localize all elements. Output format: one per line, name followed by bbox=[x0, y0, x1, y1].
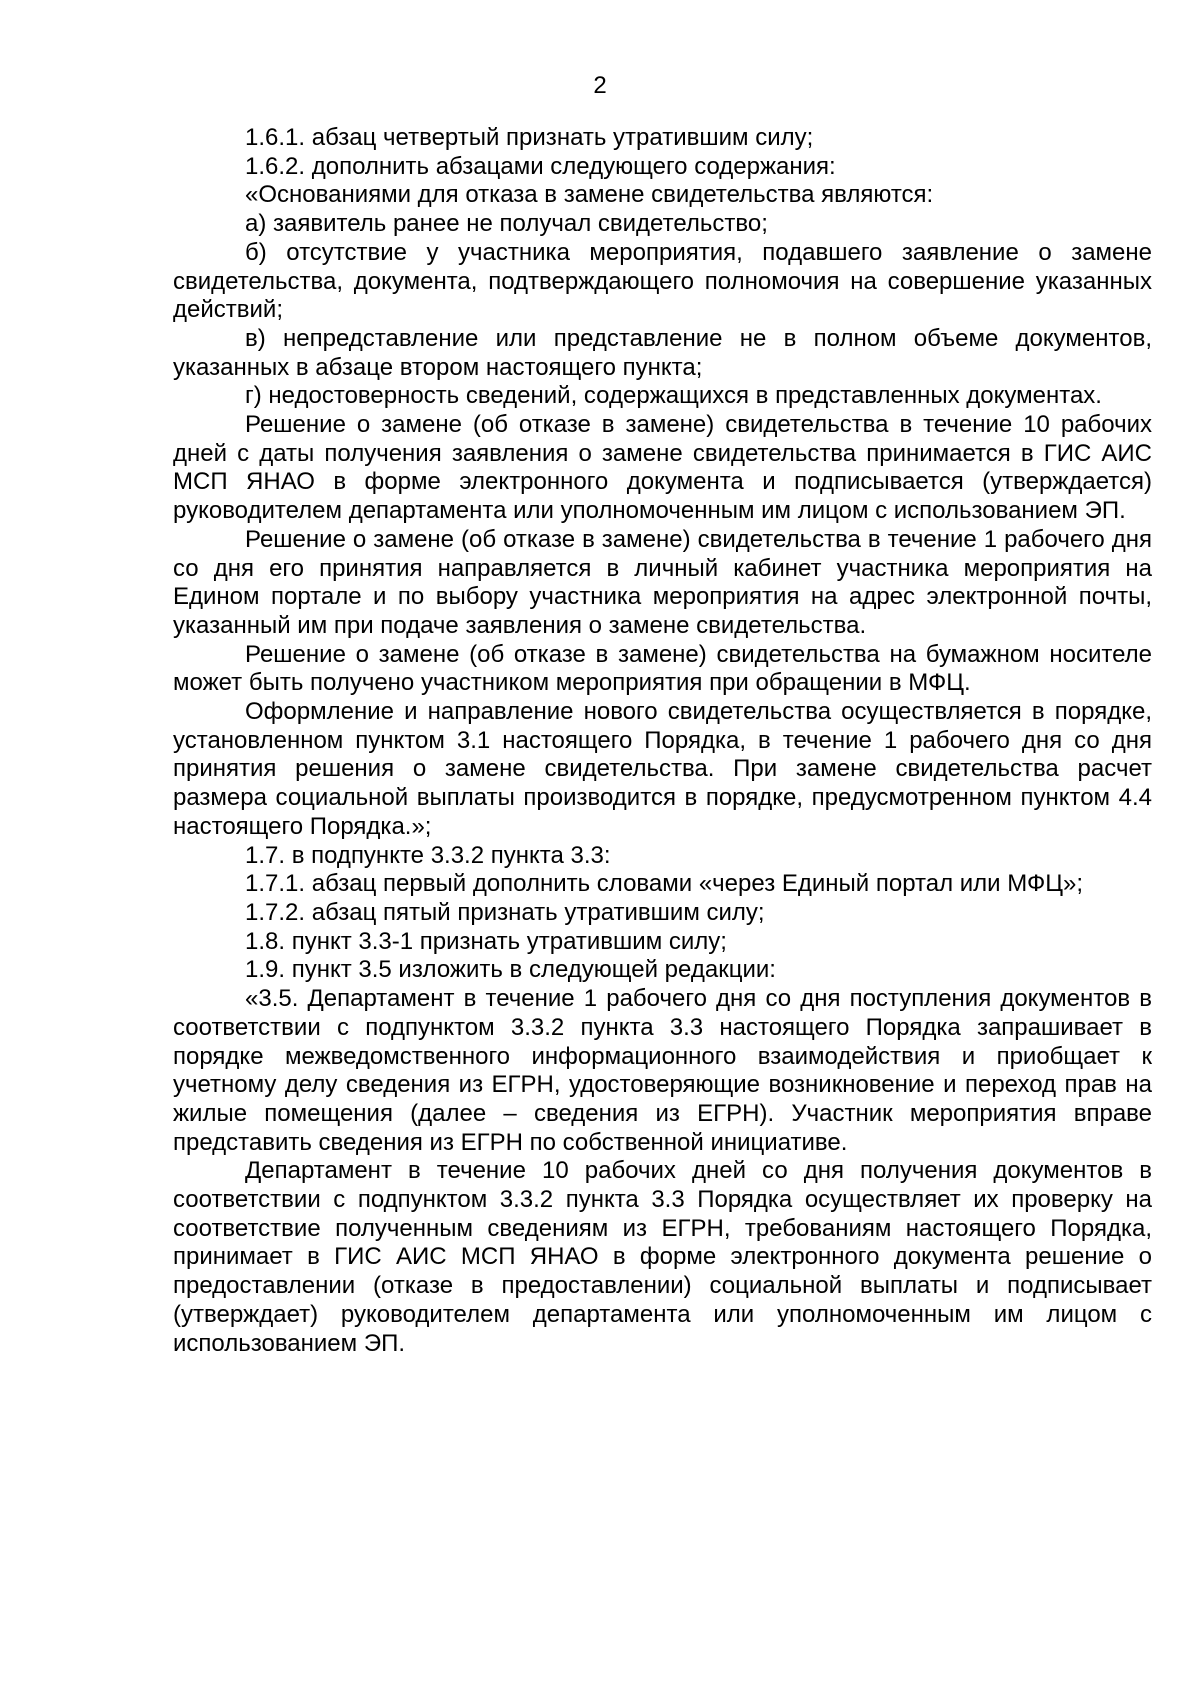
paragraph-paper-decision: Решение о замене (об отказе в замене) свидетельства на бумажном носителе может быть получено участником мероприятия при обращении в МФЦ. bbox=[173, 640, 1152, 697]
paragraph-new-certificate: Оформление и направление нового свидетельства осуществляется в порядке, установленном пунктом 3.1 настоящего Порядка, в течение 1 рабочего дня со дня принятия решения о замене свидетельства. При замене свидетельства расчет размера социальной выплаты производится в порядке, предусмотренном пунктом 4.4 настоящего Порядка.»; bbox=[173, 698, 1152, 840]
paragraph-1-6-2: 1.6.2. дополнить абзацами следующего содержания: bbox=[245, 152, 836, 180]
paragraph-1-7-1: 1.7.1. абзац первый дополнить словами «через Единый портал или МФЦ»; bbox=[245, 870, 1083, 898]
paragraph-1-7-2: 1.7.2. абзац пятый признать утратившим силу; bbox=[245, 898, 765, 926]
page-number: 2 bbox=[593, 72, 607, 99]
paragraph-ground-v: в) непредставление или представление не в полном объеме документов, указанных в абзаце втором настоящего пункта; bbox=[173, 324, 1152, 381]
paragraph-refusal-grounds: «Основаниями для отказа в замене свидетельства являются: bbox=[245, 181, 934, 209]
paragraph-department-check: Департамент в течение 10 рабочих дней со дня получения документов в соответствии с подпунктом 3.3.2 пункта 3.3 Порядка осуществляет их проверку на соответствие полученным сведениям из ЕГРН, требованиям настоящего Порядка, принимает в ГИС АИС МСП ЯНАО в форме электронного документа решение о предоставлении (отказе в предоставлении) социальной выплаты и подписывает (утверждает) руководителем департамента или уполномоченным им лицом с использованием ЭП. bbox=[173, 1157, 1152, 1357]
paragraph-ground-g: г) недостоверность сведений, содержащихся в представленных документах. bbox=[245, 382, 1102, 410]
paragraph-decision-delivery: Решение о замене (об отказе в замене) свидетельства в течение 1 рабочего дня со дня его принятия направляется в личный кабинет участника мероприятия на Едином портале и по выбору участника мероприятия на адрес электронной почты, указанный им при подаче заявления о замене свидетельства. bbox=[173, 525, 1152, 639]
paragraph-1-6-1: 1.6.1. абзац четвертый признать утратившим силу; bbox=[245, 124, 814, 151]
paragraph-3-5: «3.5. Департамент в течение 1 рабочего дня со дня поступления документов в соответствии с подпунктом 3.3.2 пункта 3.3 настоящего Порядка запрашивает в порядке межведомственного информационного взаимодействия и приобщает к учетному делу сведения из ЕГРН, удостоверяющие возникновение и переход прав на жилые помещения (далее – сведения из ЕГРН). Участник мероприятия вправе представить сведения из ЕГРН по собственной инициативе. bbox=[173, 985, 1152, 1156]
paragraph-1-9: 1.9. пункт 3.5 изложить в следующей редакции: bbox=[245, 956, 776, 984]
paragraph-ground-a: а) заявитель ранее не получал свидетельство; bbox=[245, 210, 768, 238]
paragraph-1-7: 1.7. в подпункте 3.3.2 пункта 3.3: bbox=[245, 841, 611, 869]
document-body bbox=[173, 124, 1152, 1358]
paragraph-ground-b: б) отсутствие у участника мероприятия, подавшего заявление о замене свидетельства, документа, подтверждающего полномочия на совершение указанных действий; bbox=[173, 238, 1152, 324]
paragraph-1-8: 1.8. пункт 3.3-1 признать утратившим силу; bbox=[245, 927, 727, 955]
paragraph-decision-term: Решение о замене (об отказе в замене) свидетельства в течение 10 рабочих дней с даты получения заявления о замене свидетельства принимается в ГИС АИС МСП ЯНАО в форме электронного документа и подписывается (утверждается) руководителем департамента или уполномоченным им лицом с использованием ЭП. bbox=[173, 411, 1152, 525]
